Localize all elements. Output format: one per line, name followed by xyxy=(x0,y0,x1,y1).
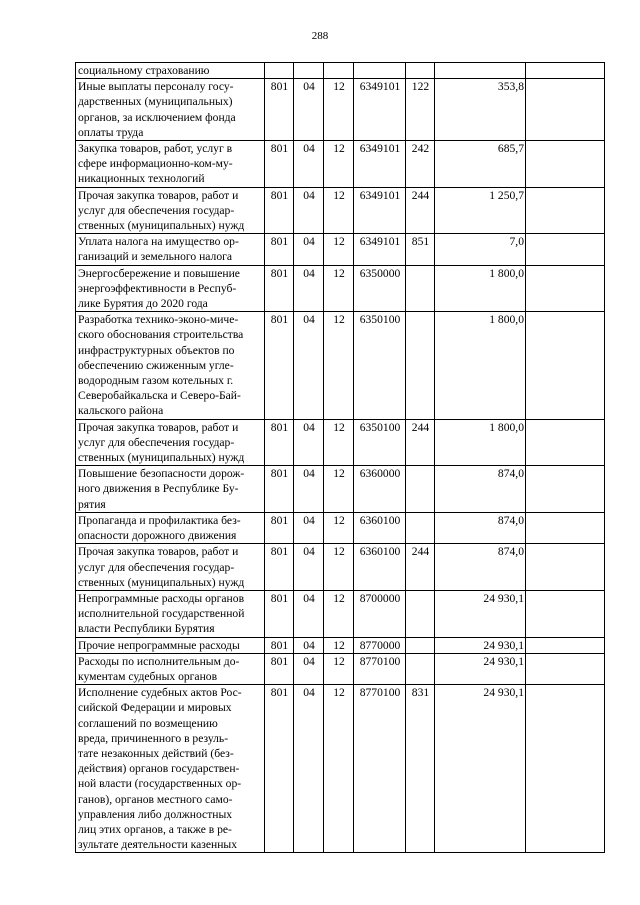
subsection-code-cell: 12 xyxy=(324,265,354,312)
table-row xyxy=(76,685,605,853)
subsection-code-cell: 12 xyxy=(324,544,354,591)
expense-name-cell: Прочая закупка товаров, работ и услуг для обеспечения государ- ственных (муниципальных) нужд xyxy=(76,187,265,234)
amount-cell: 874,0 xyxy=(435,544,526,591)
department-code-cell: 801 xyxy=(265,141,294,188)
amount-cell: 24 930,1 xyxy=(435,685,526,853)
table-row xyxy=(76,590,605,637)
subsection-code-cell: 12 xyxy=(324,653,354,684)
expense-type-code-cell xyxy=(406,466,435,513)
empty-cell xyxy=(526,637,605,653)
subsection-code-cell xyxy=(324,63,354,79)
expense-name-cell: Исполнение судебных актов Рос- сийской Федерации и мировых соглашений по возмещению вреда, причиненного в резуль- тате незаконных действий (без- действия) органов государствен- ной власти (государственных ор- ганов), органов местного само- управления либо должностных лиц этих органов, а также в ре- зультате деятельности казенных xyxy=(76,685,265,853)
table-row xyxy=(76,653,605,684)
expense-name-cell: Пропаганда и профилактика без- опасности дорожного движения xyxy=(76,512,265,543)
amount-cell: 1 800,0 xyxy=(435,312,526,419)
amount-cell: 353,8 xyxy=(435,79,526,141)
amount-cell: 1 250,7 xyxy=(435,187,526,234)
subsection-code-cell: 12 xyxy=(324,590,354,637)
empty-cell xyxy=(526,419,605,466)
amount-cell: 24 930,1 xyxy=(435,590,526,637)
target-article-code-cell: 6349101 xyxy=(354,187,406,234)
subsection-code-cell: 12 xyxy=(324,312,354,419)
target-article-code-cell: 6349101 xyxy=(354,234,406,265)
department-code-cell: 801 xyxy=(265,466,294,513)
amount-cell: 7,0 xyxy=(435,234,526,265)
empty-cell xyxy=(526,141,605,188)
section-code-cell: 04 xyxy=(294,79,324,141)
target-article-code-cell: 6360000 xyxy=(354,466,406,513)
subsection-code-cell: 12 xyxy=(324,685,354,853)
section-code-cell: 04 xyxy=(294,265,324,312)
subsection-code-cell: 12 xyxy=(324,512,354,543)
amount-cell: 24 930,1 xyxy=(435,637,526,653)
expense-type-code-cell xyxy=(406,512,435,543)
table-row xyxy=(76,234,605,265)
department-code-cell: 801 xyxy=(265,312,294,419)
empty-cell xyxy=(526,512,605,543)
department-code-cell: 801 xyxy=(265,265,294,312)
department-code-cell xyxy=(265,63,294,79)
expense-name-cell: Иные выплаты персоналу госу- дарственных (муниципальных) органов, за исключением фонда оплаты труда xyxy=(76,79,265,141)
section-code-cell: 04 xyxy=(294,312,324,419)
amount-cell xyxy=(435,63,526,79)
expense-type-code-cell xyxy=(406,637,435,653)
amount-cell: 24 930,1 xyxy=(435,653,526,684)
empty-cell xyxy=(526,234,605,265)
section-code-cell: 04 xyxy=(294,234,324,265)
section-code-cell: 04 xyxy=(294,141,324,188)
empty-cell xyxy=(526,265,605,312)
section-code-cell: 04 xyxy=(294,466,324,513)
table-row xyxy=(76,544,605,591)
target-article-code-cell: 6350100 xyxy=(354,419,406,466)
target-article-code-cell: 8700000 xyxy=(354,590,406,637)
expense-type-code-cell xyxy=(406,653,435,684)
subsection-code-cell: 12 xyxy=(324,466,354,513)
section-code-cell: 04 xyxy=(294,637,324,653)
target-article-code-cell: 6349101 xyxy=(354,141,406,188)
expense-name-cell: Уплата налога на имущество ор- ганизаций и земельного налога xyxy=(76,234,265,265)
target-article-code-cell: 6350000 xyxy=(354,265,406,312)
section-code-cell: 04 xyxy=(294,544,324,591)
empty-cell xyxy=(526,685,605,853)
subsection-code-cell: 12 xyxy=(324,79,354,141)
department-code-cell: 801 xyxy=(265,637,294,653)
table-row xyxy=(76,466,605,513)
amount-cell: 874,0 xyxy=(435,512,526,543)
expense-name-cell: Повышение безопасности дорож- ного движения в Республике Бу- рятия xyxy=(76,466,265,513)
table-row xyxy=(76,141,605,188)
expense-type-code-cell xyxy=(406,312,435,419)
expense-name-cell: Прочая закупка товаров, работ и услуг для обеспечения государ- ственных (муниципальных) нужд xyxy=(76,544,265,591)
table-row xyxy=(76,63,605,79)
section-code-cell: 04 xyxy=(294,512,324,543)
department-code-cell: 801 xyxy=(265,512,294,543)
department-code-cell: 801 xyxy=(265,187,294,234)
subsection-code-cell: 12 xyxy=(324,419,354,466)
subsection-code-cell: 12 xyxy=(324,141,354,188)
amount-cell: 1 800,0 xyxy=(435,265,526,312)
table-row xyxy=(76,265,605,312)
subsection-code-cell: 12 xyxy=(324,234,354,265)
expense-type-code-cell xyxy=(406,265,435,312)
empty-cell xyxy=(526,466,605,513)
subsection-code-cell: 12 xyxy=(324,637,354,653)
amount-cell: 685,7 xyxy=(435,141,526,188)
table-row xyxy=(76,187,605,234)
expense-type-code-cell: 242 xyxy=(406,141,435,188)
expense-name-cell: Прочие непрограммные расходы xyxy=(76,637,265,653)
target-article-code-cell: 6349101 xyxy=(354,79,406,141)
department-code-cell: 801 xyxy=(265,685,294,853)
empty-cell xyxy=(526,590,605,637)
section-code-cell: 04 xyxy=(294,653,324,684)
section-code-cell: 04 xyxy=(294,590,324,637)
expense-type-code-cell: 244 xyxy=(406,187,435,234)
expense-type-code-cell xyxy=(406,590,435,637)
target-article-code-cell: 8770000 xyxy=(354,637,406,653)
expense-name-cell: Закупка товаров, работ, услуг в сфере информационно-ком-му- никационных технологий xyxy=(76,141,265,188)
amount-cell: 1 800,0 xyxy=(435,419,526,466)
expense-name-cell: Разработка технико-эконо-миче- ского обоснования строительства инфраструктурных объектов по обеспечению сжиженным угле- водородным газом котельных г. Северобайкальска и Северо-Бай- кальского района xyxy=(76,312,265,419)
department-code-cell: 801 xyxy=(265,234,294,265)
target-article-code-cell: 6350100 xyxy=(354,312,406,419)
page-number: 288 xyxy=(311,30,329,42)
section-code-cell: 04 xyxy=(294,419,324,466)
expense-type-code-cell: 122 xyxy=(406,79,435,141)
target-article-code-cell: 6360100 xyxy=(354,544,406,591)
expense-type-code-cell: 831 xyxy=(406,685,435,853)
expense-name-cell: Энергосбережение и повышение энергоэффективности в Респуб- лике Бурятия до 2020 года xyxy=(76,265,265,312)
empty-cell xyxy=(526,312,605,419)
expense-type-code-cell: 244 xyxy=(406,419,435,466)
table-row xyxy=(76,79,605,141)
empty-cell xyxy=(526,187,605,234)
amount-cell: 874,0 xyxy=(435,466,526,513)
expense-type-code-cell xyxy=(406,63,435,79)
expense-name-cell: социальному страхованию xyxy=(76,63,265,79)
target-article-code-cell: 8770100 xyxy=(354,653,406,684)
section-code-cell xyxy=(294,63,324,79)
empty-cell xyxy=(526,544,605,591)
expense-name-cell: Расходы по исполнительным до- кументам судебных органов xyxy=(76,653,265,684)
target-article-code-cell: 6360100 xyxy=(354,512,406,543)
subsection-code-cell: 12 xyxy=(324,187,354,234)
expense-name-cell: Непрограммные расходы органов исполнительной государственной власти Республики Бурятия xyxy=(76,590,265,637)
budget-table xyxy=(75,62,605,853)
table-row xyxy=(76,512,605,543)
table-row xyxy=(76,312,605,419)
expense-type-code-cell: 851 xyxy=(406,234,435,265)
section-code-cell: 04 xyxy=(294,187,324,234)
expense-name-cell: Прочая закупка товаров, работ и услуг для обеспечения государ- ственных (муниципальных) нужд xyxy=(76,419,265,466)
table-row xyxy=(76,637,605,653)
department-code-cell: 801 xyxy=(265,79,294,141)
target-article-code-cell xyxy=(354,63,406,79)
target-article-code-cell: 8770100 xyxy=(354,685,406,853)
department-code-cell: 801 xyxy=(265,544,294,591)
empty-cell xyxy=(526,63,605,79)
table-row xyxy=(76,419,605,466)
empty-cell xyxy=(526,653,605,684)
department-code-cell: 801 xyxy=(265,419,294,466)
section-code-cell: 04 xyxy=(294,685,324,853)
empty-cell xyxy=(526,79,605,141)
department-code-cell: 801 xyxy=(265,653,294,684)
department-code-cell: 801 xyxy=(265,590,294,637)
expense-type-code-cell: 244 xyxy=(406,544,435,591)
